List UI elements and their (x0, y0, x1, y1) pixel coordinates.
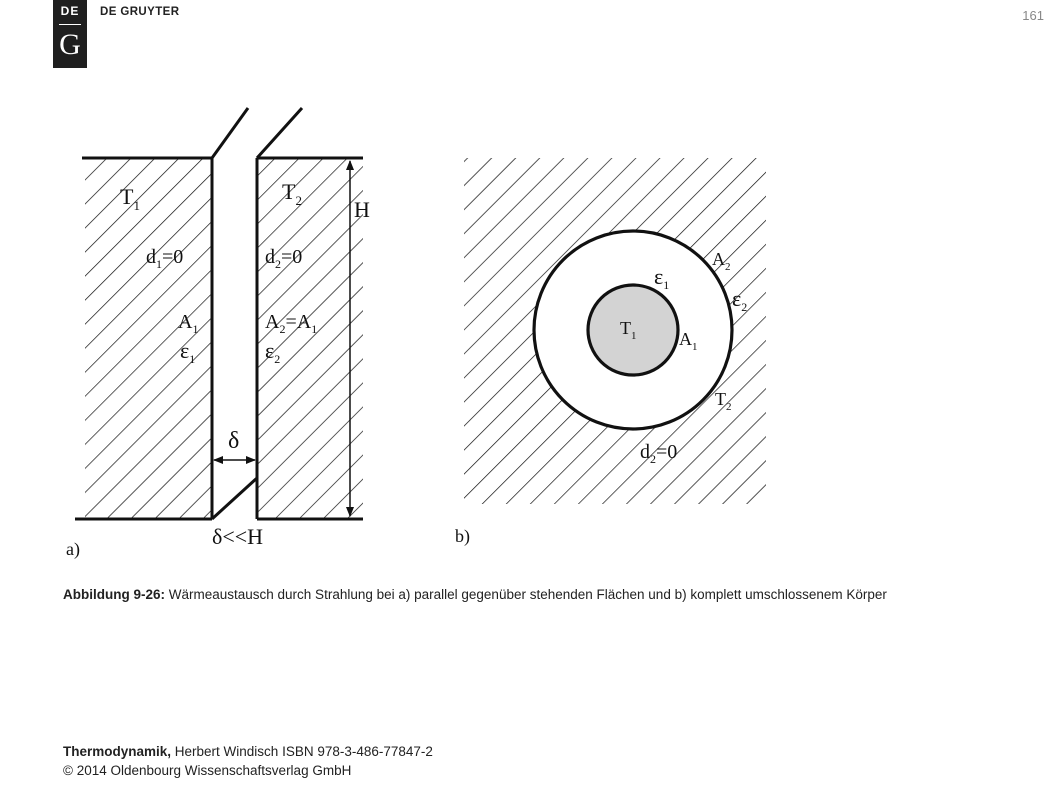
panel-b-enclosed-body (455, 158, 766, 547)
inner-emissivity-label: $\varepsilon_1$ (654, 264, 670, 292)
panel-a-parallel-plates (66, 108, 370, 560)
logo-top-text: DE (60, 4, 80, 18)
caption-text: Wärmeaustausch durch Strahlung bei a) parallel gegenüber stehenden Flächen und b) komplett umschlossenem Körper (165, 587, 887, 602)
left-emissivity-label: $\varepsilon_1$ (180, 338, 196, 366)
right-emissivity-label: $\varepsilon_2$ (265, 338, 281, 366)
gap-condition: δ<<H (212, 524, 264, 549)
citation-footer (63, 742, 433, 780)
caption-label: Abbildung 9-26: (63, 587, 165, 602)
left-plate-hatch (85, 158, 212, 519)
left-d-label: $d_1=0$ (146, 246, 184, 271)
outer-area-label: $A_2$ (712, 249, 731, 273)
gap-symbol: δ (228, 428, 240, 454)
copyright-line: © 2014 Oldenbourg Wissenschaftsverlag GmbH (63, 763, 352, 778)
logo-bottom-text: G (59, 28, 81, 61)
panel-a-label: a) (66, 539, 80, 559)
right-d-label: $d_2=0$ (265, 246, 303, 271)
page-number: 161 (1022, 8, 1044, 23)
book-details: Herbert Windisch ISBN 978-3-486-77847-2 (171, 744, 433, 759)
outer-emissivity-label: $\varepsilon_2$ (732, 286, 748, 314)
outer-d-label: $d_2=0$ (640, 441, 678, 466)
left-temperature-label: $T_1$ (120, 184, 140, 213)
right-area-label: $A_2=A_1$ (265, 311, 318, 336)
gap-top-right-slant (257, 108, 302, 158)
panel-b-label: b) (455, 526, 470, 546)
outer-temperature-label: $T_2$ (715, 389, 732, 413)
figure-caption (63, 584, 963, 606)
right-temperature-label: $T_2$ (282, 179, 302, 208)
left-area-label: $A_1$ (178, 311, 199, 336)
gap-bottom-slant (212, 478, 257, 519)
book-citation (63, 742, 433, 761)
inner-area-label: $A_1$ (679, 329, 698, 353)
gap-top-left-slant (212, 108, 248, 158)
book-title: Thermodynamik, (63, 744, 172, 759)
publisher-name: DE GRUYTER (100, 6, 180, 18)
inner-temperature-label: $T_1$ (620, 318, 637, 342)
height-symbol: H (354, 197, 370, 222)
